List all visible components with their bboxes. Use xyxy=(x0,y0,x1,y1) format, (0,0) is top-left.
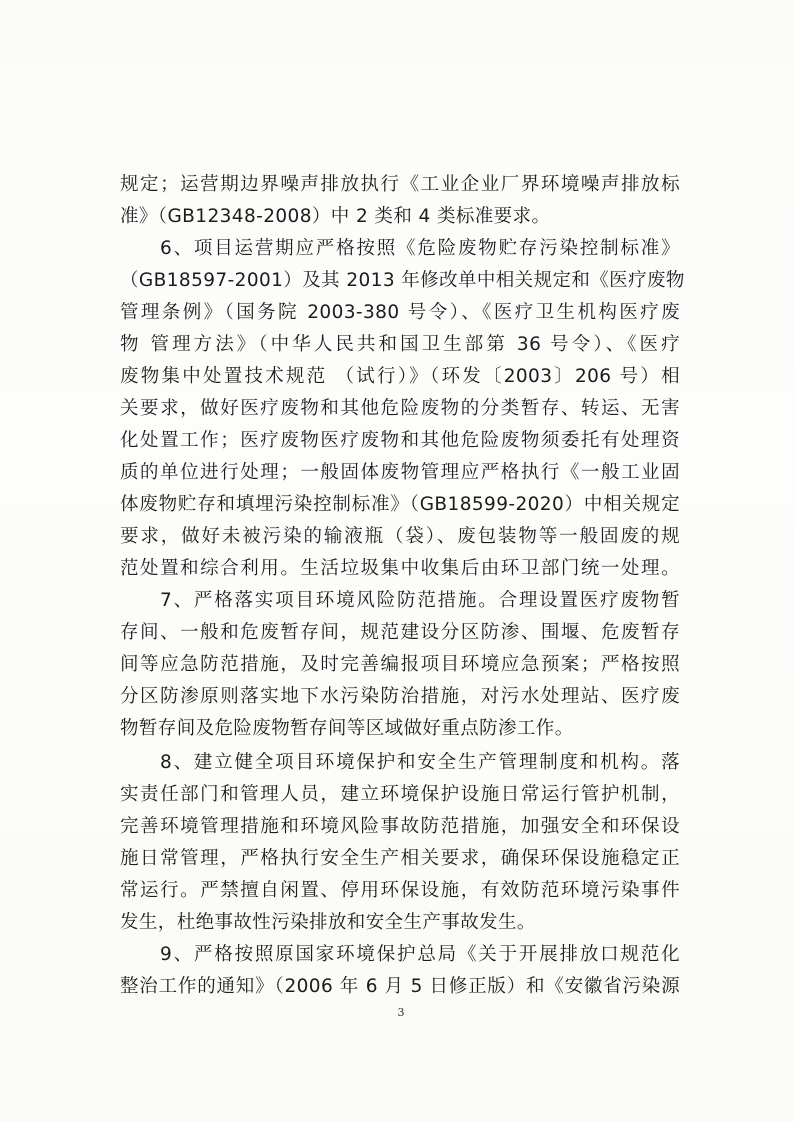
text-line: 体废物贮存和填埋污染控制标准》（GB18599-2020）中相关规定 xyxy=(120,494,680,515)
text-line: 关要求，做好医疗废物和其他危险废物的分类暂存、转运、无害 xyxy=(120,398,680,419)
text-line: 常运行。严禁擅自闲置、停用环保设施，有效防范环境污染事件 xyxy=(120,880,680,901)
text-line: 质的单位进行处理；一般固体废物管理应严格执行《一般工业固 xyxy=(120,462,680,483)
paragraph-start-line: 6、项目运营期应严格按照《危险废物贮存污染控制标准》 xyxy=(160,238,680,259)
text-line: 物暂存间及危险废物暂存间等区域做好重点防渗工作。 xyxy=(120,718,574,739)
paragraph-start-line: 9、严格按照原国家环境保护总局《关于开展排放口规范化 xyxy=(160,944,680,965)
text-line: 完善环境管理措施和环境风险事故防范措施，加强安全和环保设 xyxy=(120,816,680,837)
text-line: 分区防渗原则落实地下水污染防治措施，对污水处理站、医疗废 xyxy=(120,686,680,707)
text-line: 发生，杜绝事故性污染排放和安全生产事故发生。 xyxy=(120,912,536,933)
text-line: 间等应急防范措施，及时完善编报项目环境应急预案；严格按照 xyxy=(120,654,680,675)
text-line: 实责任部门和管理人员，建立环境保护设施日常运行管护机制， xyxy=(120,784,680,805)
paragraph-start-line: 8、建立健全项目环境保护和安全生产管理制度和机构。落 xyxy=(160,752,680,773)
text-line: （GB18597-2001）及其 2013 年修改单中相关规定和《医疗废物 xyxy=(120,270,685,291)
text-line: 物 管理方法》（中华人民共和国卫生部第 36 号令）、《医疗 xyxy=(120,334,680,355)
text-line: 施日常管理，严格执行安全生产相关要求，确保环保设施稳定正 xyxy=(120,848,680,869)
text-line: 废物集中处置技术规范 （试行）》（环发〔2003〕206 号）相 xyxy=(120,366,680,387)
text-line: 化处置工作；医疗废物医疗废物和其他危险废物须委托有处理资 xyxy=(120,430,680,451)
text-line: 存间、一般和危废暂存间，规范建设分区防渗、围堰、危废暂存 xyxy=(120,622,680,643)
text-line: 范处置和综合利用。生活垃圾集中收集后由环卫部门统一处理。 xyxy=(120,558,680,579)
paragraph-start-line: 7、严格落实项目环境风险防范措施。合理设置医疗废物暂 xyxy=(160,590,680,611)
text-line: 管理条例》（国务院 2003-380 号令）、《医疗卫生机构医疗废 xyxy=(120,302,680,323)
page-number: 3 xyxy=(397,1006,405,1019)
text-line: 规定；运营期边界噪声排放执行《工业企业厂界环境噪声排放标 xyxy=(120,174,680,195)
text-line: 准》（GB12348-2008）中 2 类和 4 类标准要求。 xyxy=(120,206,551,227)
text-line: 整治工作的通知》（2006 年 6 月 5 日修正版）和《安徽省污染源 xyxy=(120,976,680,997)
text-line: 要求，做好未被污染的输液瓶（袋）、废包装物等一般固废的规 xyxy=(120,526,680,547)
